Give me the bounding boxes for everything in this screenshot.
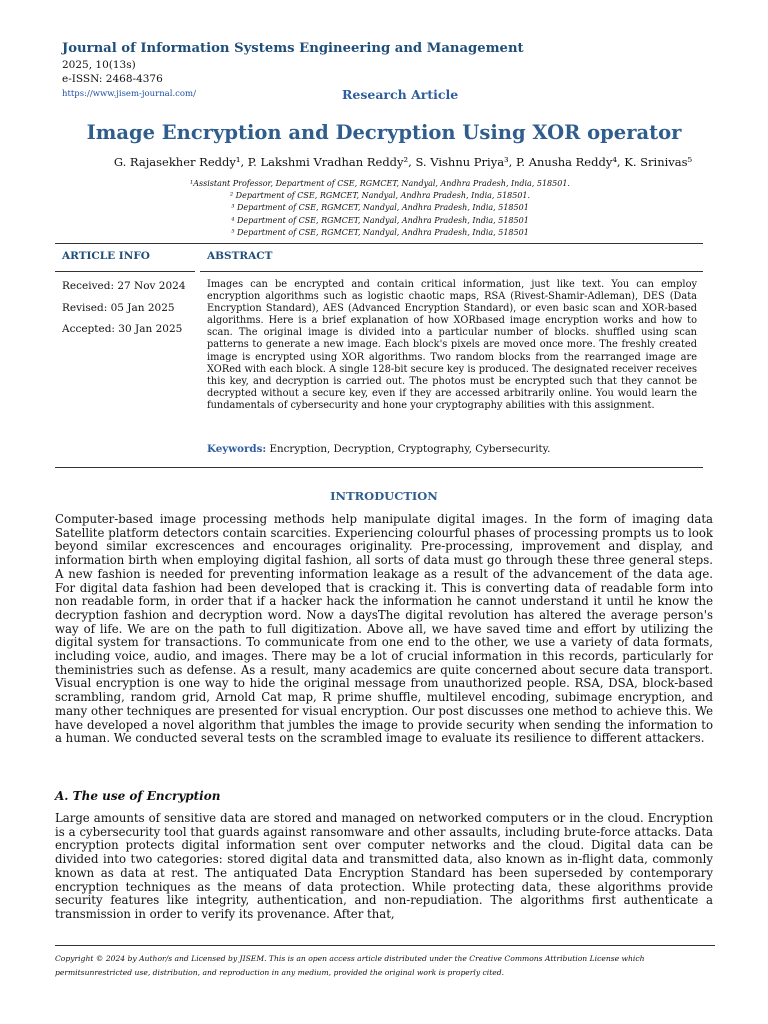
affiliation-1: ¹Assistant Professor, Department of CSE, RGMCET, Nandyal, Andhra Pradesh, India, 518501. <box>190 179 570 188</box>
affiliation-5: ⁵ Department of CSE, RGMCET, Nandyal, Andhra Pradesh, India, 518501 <box>231 227 529 237</box>
rule-info <box>55 271 195 272</box>
rule-top <box>55 243 703 244</box>
section-a-text: Large amounts of sensitive data are stored and managed on networked computers or in the cloud. Encryption is a cybersecurity tool that guards against ransomware and other assaults, including brute-force attacks. Data encryption protects digital information sent over computer networks and the cloud. Digital data can be divided into two categories: stored digital data and transmitted data, also known as in-flight data, commonly known as data at rest. The antiquated Data Encryption Standard has been superseded by contemporary encryption techniques as the means of data protection. While protecting data, these algorithms provide security features like integrity, authentication, and non-repudiation. The algorithms first authenticate a transmission in order to verify its provenance. After that, <box>55 811 713 921</box>
abstract-heading: ABSTRACT <box>207 250 273 262</box>
introduction-text: Computer-based image processing methods help manipulate digital images. In the form of imaging data Satellite platform detectors contain scarcities. Experiencing colourful phases of processing prompts us to look beyond similar excrescences and encourages originality. Pre-processing, improvement and display, and information birth when employing digital fashion, all sorts of data must go through these three general steps. A new fashion is needed for preventing information leakage as a result of the advancement of the data age. For digital data fashion had been developed that is cracking it. This is converting data of readable form into non readable form, in order that if a hacker hack the information he cannot understand it until he know the decryption fashion and decryption word. Now a daysThe digital revolution has altered the average person's way of life. We are on the path to full digitization. Above all, we have saved time and effort by utilizing the digital system for transactions. To communicate from one end to the other, we use a variety of data formats, including voice, audio, and images. There may be a lot of crucial information in this records, particularly for theministries such as defense. As a result, many academics are quite concerned about secure data transport. Visual encryption is one way to hide the original message from unauthorized people. RSA, DSA, block-based scrambling, random grid, Arnold Cat map, R prime shuffle, multilevel encoding, subimage encryption, and many other techniques are presented for visual encryption. Our post discusses one method to achieve this. We have developed a novel algorithm that jumbles the image to provide security when sending the information to a human. We conducted several tests on the scrambled image to evaluate its resilience to different attackers. <box>55 512 713 746</box>
issn: e-ISSN: 2468-4376 <box>62 73 163 85</box>
introduction-heading: INTRODUCTION <box>330 489 438 503</box>
section-a-heading: A. The use of Encryption <box>55 789 221 803</box>
article-info-heading: ARTICLE INFO <box>62 250 150 262</box>
paper-title: Image Encryption and Decryption Using XOR operator <box>86 121 682 144</box>
received-date: Received: 27 Nov 2024 <box>62 280 186 292</box>
keywords-label: Keywords: <box>207 443 267 455</box>
rule-abstract <box>200 271 703 272</box>
copyright-footer: Copyright © 2024 by Author/s and Licensed by JISEM. This is an open access article distributed under the Creative Commons Attribution License which permitsunrestricted use, distribution, and reproduction in any medium, provided the original work is properly cited. <box>55 954 645 977</box>
affiliation-4: ⁴ Department of CSE, RGMCET, Nandyal, Andhra Pradesh, India, 518501 <box>231 215 529 225</box>
article-type: Research Article <box>342 87 459 102</box>
affiliations <box>0 178 760 239</box>
rule-footer <box>55 945 715 946</box>
affiliation-2: ² Department of CSE, RGMCET, Nandyal, Andhra Pradesh, India, 518501. <box>229 191 531 201</box>
keywords-value: Encryption, Decryption, Cryptography, Cybersecurity. <box>266 443 551 455</box>
rule-bottom <box>55 467 703 468</box>
journal-url-link[interactable]: https://www.jisem-journal.com/ <box>62 89 196 99</box>
affiliation-3: ³ Department of CSE, RGMCET, Nandyal, Andhra Pradesh, India, 518501 <box>231 203 529 213</box>
volume-info: 2025, 10(13s) <box>62 59 136 71</box>
keywords-line <box>207 443 550 455</box>
author-list: G. Rajasekher Reddy¹, P. Lakshmi Vradhan Reddy², S. Vishnu Priya³, P. Anusha Reddy⁴, K. Srinivas⁵ <box>113 155 693 169</box>
abstract-text: Images can be encrypted and contain critical information, just like text. You can employ encryption algorithms such as logistic chaotic maps, RSA (Rivest-Shamir-Adleman), DES (Data Encryption Standard), AES (Advanced Encryption Standard), or even basic scan and XOR-based algorithms. Here is a brief explanation of how XORbased image encryption works and how to scan. The original image is divided into a particular number of blocks. shuffled using scan patterns to generate a new image. Each block's pixels are moved once more. The freshly created image is encrypted using XOR algorithms. Two random blocks from the rearranged image are XORed with each block. A single 128-bit secure key is produced. The designated receiver receives this key, and decryption is carried out. The photos must be encrypted such that they cannot be decrypted without a secure key, even if they are accessed arbitrarily online. You would learn the fundamentals of cybersecurity and hone your cryptography abilities with this assignment. <box>207 279 697 411</box>
revised-date: Revised: 05 Jan 2025 <box>62 302 175 314</box>
journal-name: Journal of Information Systems Engineering and Management <box>62 41 524 56</box>
accepted-date: Accepted: 30 Jan 2025 <box>62 323 183 335</box>
